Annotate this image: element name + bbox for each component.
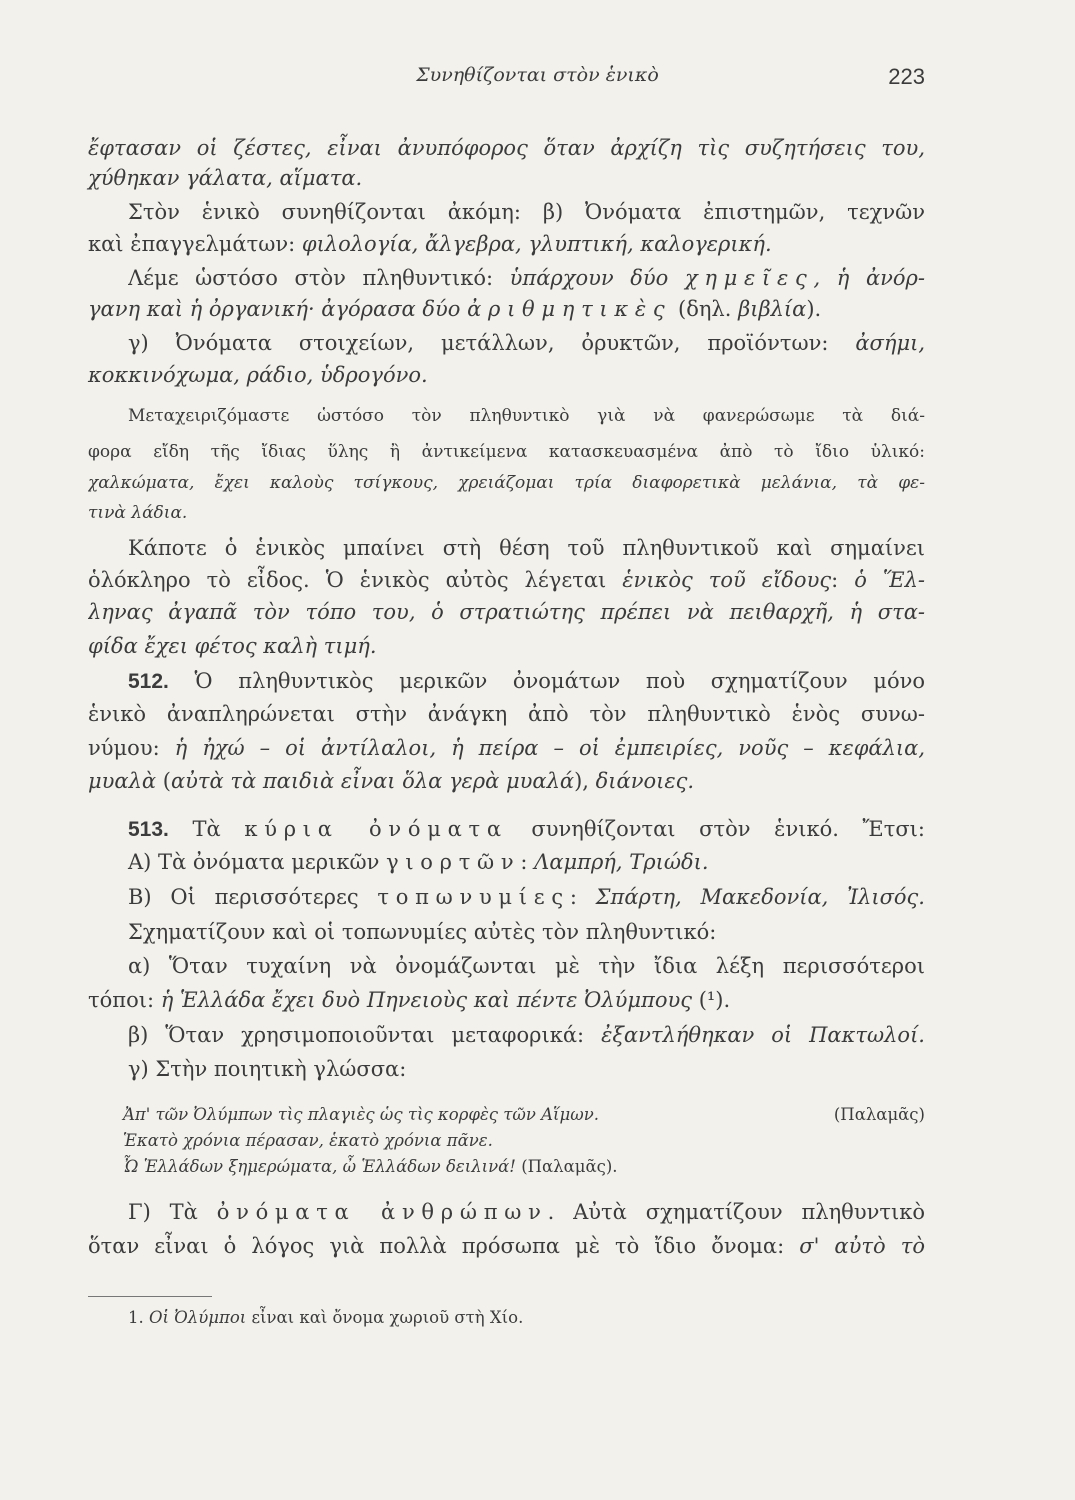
text-line (88, 360, 925, 390)
text-line (88, 468, 925, 498)
text-line (128, 328, 925, 358)
attribution: (Παλαμᾶς) (833, 1105, 925, 1124)
text-run: Ὦ Ἑλλάδων ξημερώματα, ὦ Ἑλλάδων δειλινά! (123, 1157, 516, 1176)
text-line (128, 401, 925, 431)
text-run: ἀσήμι, (855, 331, 925, 355)
text-line (88, 294, 925, 324)
text-run: Σχηματίζουν καὶ οἱ τοπωνυμίες αὐτὲς τὸν πληθυντικό: (128, 920, 717, 944)
text-run: : (520, 850, 535, 874)
text-run: (δηλ. (671, 297, 739, 321)
text-run: Σπάρτη, Μακεδονία, Ἰλισός. (595, 885, 925, 909)
text-run: σ' αὐτὸ τὸ (799, 1234, 925, 1258)
text-run: γανη καὶ ἡ ὀργανική· ἀγόρασα δύο (88, 297, 468, 321)
text-run: φίδα ἔχει φέτος καλὴ τιμή. (88, 634, 377, 658)
text-run: γ) Στὴν ποιητικὴ γλώσσα: (128, 1057, 407, 1081)
text-run: κύρια ὀνόματα (244, 817, 508, 841)
text-run: μυαλὰ (88, 769, 157, 793)
text-run: ὅταν εἶναι ὁ λόγος γιὰ πολλὰ πρόσωπα μὲ τὸ ἴδιο ὄνομα: (88, 1234, 800, 1258)
text-run: ὀνόματα ἀνθρώπων (216, 1200, 548, 1224)
text-run: Μεταχειριζόμαστε ὡστόσο τὸν πληθυντικὸ γιὰ νὰ φανερώσωμε τὰ διά- (128, 406, 925, 426)
text-run: φιλολογία, ἄλγεβρα, γλυπτική, καλογερική. (301, 232, 772, 256)
page-number: 223 (888, 64, 925, 89)
text-run: Τὰ (168, 817, 245, 841)
text-run: ), (574, 769, 596, 793)
text-run: ὁλόκληρο τὸ εἶδος. Ὁ ἑνικὸς αὐτὸς λέγεται (88, 568, 623, 592)
text-run: ὑπάρχουν δύο (509, 266, 685, 290)
text-run: εἶναι καὶ ὄνομα χωριοῦ στὴ Χίο. (246, 1308, 524, 1327)
text-line (88, 766, 925, 796)
text-line (88, 597, 925, 627)
text-line (88, 437, 925, 467)
text-run: : (569, 885, 596, 909)
text-run: 1. (128, 1308, 149, 1327)
text-line (88, 498, 925, 528)
section-number: 512. (128, 670, 169, 693)
text-line (88, 229, 925, 259)
text-line (128, 533, 925, 563)
text-run: ἐξαντλήθηκαν οἱ Πακτωλοί. (601, 1023, 925, 1047)
text-run: ἑνικὸς τοῦ εἴδους (622, 568, 832, 592)
text-run: β) Ὅταν χρησιμοποιοῦνται μεταφορικά: (128, 1023, 602, 1047)
text-run: Λαμπρή, Τριώδι. (534, 850, 709, 874)
text-line (88, 631, 925, 661)
text-run: γιορτῶν (386, 850, 521, 874)
text-line (128, 197, 925, 227)
text-run: καὶ ἐπαγγελμάτων: (88, 232, 302, 256)
text-run: νύμου: (88, 736, 175, 760)
text-run: Ἀπ' τῶν Ὀλύμπων τὶς πλαγιὲς ὡς τὶς κορφὲς τῶν Αἵμων. (123, 1105, 599, 1124)
text-line (128, 814, 925, 844)
text-run: ἡ Ἑλλάδα ἔχει δυὸ Πηνειοὺς καὶ πέντε Ὀλύμπους (160, 988, 693, 1012)
text-line (128, 263, 925, 293)
text-run: γ) Ὀνόματα στοιχείων, μετάλλων, ὀρυκτῶν, προϊόντων: (128, 331, 856, 355)
text-line (128, 847, 925, 877)
verse-line (123, 1154, 925, 1180)
text-run: ἔφτασαν οἱ ζέστες, εἶναι ἀνυπόφορος ὅταν ἀρχίζη τὶς συζητήσεις του, (88, 136, 925, 160)
text-run: Β) Οἱ περισσότερες (128, 885, 378, 909)
text-line (128, 1054, 925, 1084)
text-run: χαλκώματα, ἔχει καλοὺς τσίγκους, χρειάζομαι τρία διαφορετικὰ μελάνια, τὰ φε- (88, 473, 925, 493)
text-run: ἑνικὸ ἀναπληρώνεται στὴν ἀνάγκη ἀπὸ τὸν πληθυντικὸ ἑνὸς συνω- (88, 702, 925, 726)
text-line (128, 951, 925, 981)
text-line (88, 133, 925, 163)
text-run: τοπωνυμίες (377, 885, 570, 909)
text-line (88, 1231, 925, 1261)
text-run: Κάποτε ὁ ἑνικὸς μπαίνει στὴ θέση τοῦ πληθυντικοῦ καὶ σημαίνει (128, 536, 925, 560)
text-line (128, 1020, 925, 1050)
text-run: ἡ ἠχώ – οἱ ἀντίλαλοι, ἡ πείρα – οἱ ἐμπειρίες, νοῦς – κεφάλια, (174, 736, 925, 760)
text-run: Στὸν ἑνικὸ συνηθίζονται ἀκόμη: β) Ὀνόματα ἐπιστημῶν, τεχνῶν (128, 200, 925, 224)
text-run: , ἡ ἀνόρ- (813, 266, 925, 290)
text-run: ὁ Ἕλ- (854, 568, 925, 592)
footnote-divider (88, 1296, 212, 1297)
text-run: Οἱ Ὀλύμποι (149, 1308, 247, 1327)
text-run: : (831, 568, 855, 592)
text-run: ἀριθμητικὲς (467, 297, 672, 321)
text-run: Α) Τὰ ὀνόματα μερικῶν (128, 850, 387, 874)
text-run: Γ) Τὰ (128, 1200, 217, 1224)
text-run: τόποι: (88, 988, 161, 1012)
text-line (88, 699, 925, 729)
text-line (88, 163, 925, 193)
text-run: τινὰ λάδια. (88, 503, 188, 523)
text-run: κοκκινόχωμα, ράδιο, ὑδρογόνο. (88, 363, 428, 387)
text-run: ( (156, 769, 171, 793)
text-run: Ὁ πληθυντικὸς μερικῶν ὀνομάτων ποὺ σχηματίζουν μόνο (168, 669, 925, 693)
text-line (128, 882, 925, 912)
text-run: ληνας ἀγαπᾶ τὸν τόπο του, ὁ στρατιώτης πρέπει νὰ πειθαρχῆ, ἡ στα- (88, 600, 925, 624)
verse-line (123, 1102, 925, 1128)
text-line (128, 917, 925, 947)
text-run: συνηθίζονται στὸν ἑνικό. Ἔτσι: (507, 817, 925, 841)
text-line (88, 985, 925, 1015)
verse-line (123, 1128, 925, 1154)
text-run: . Αὐτὰ σχηματίζουν πληθυντικὸ (547, 1200, 925, 1224)
text-run: ). (806, 297, 822, 321)
text-line (128, 1197, 925, 1227)
text-run: Ἑκατὸ χρόνια πέρασαν, ἑκατὸ χρόνια πᾶνε. (123, 1131, 493, 1150)
text-run: διάνοιες. (595, 769, 695, 793)
text-line (88, 565, 925, 595)
text-run: αὐτὰ τὰ παιδιὰ εἶναι ὅλα γερὰ μυαλά (170, 769, 575, 793)
text-run: χύθηκαν γάλατα, αἵματα. (88, 166, 363, 190)
section-number: 513. (128, 818, 169, 841)
text-run: βιβλία (738, 297, 807, 321)
text-run: (¹). (692, 988, 731, 1012)
text-run: χημεῖες (684, 266, 814, 290)
running-header-title: Συνηθίζονται στὸν ἑνικὸ (416, 64, 659, 86)
text-line (128, 666, 925, 696)
text-run: Λέμε ὡστόσο στὸν πληθυντικό: (128, 266, 510, 290)
text-run: (Παλαμᾶς). (515, 1157, 618, 1176)
text-run: α) Ὅταν τυχαίνη νὰ ὀνομάζωνται μὲ τὴν ἴδια λέξη περισσότεροι (128, 954, 925, 978)
text-line (88, 733, 925, 763)
footnote (128, 1303, 965, 1333)
text-run: φορα εἴδη τῆς ἴδιας ὕλης ἢ ἀντικείμενα κατασκευασμένα ἀπὸ τὸ ἴδιο ὑλικό: (88, 442, 925, 462)
